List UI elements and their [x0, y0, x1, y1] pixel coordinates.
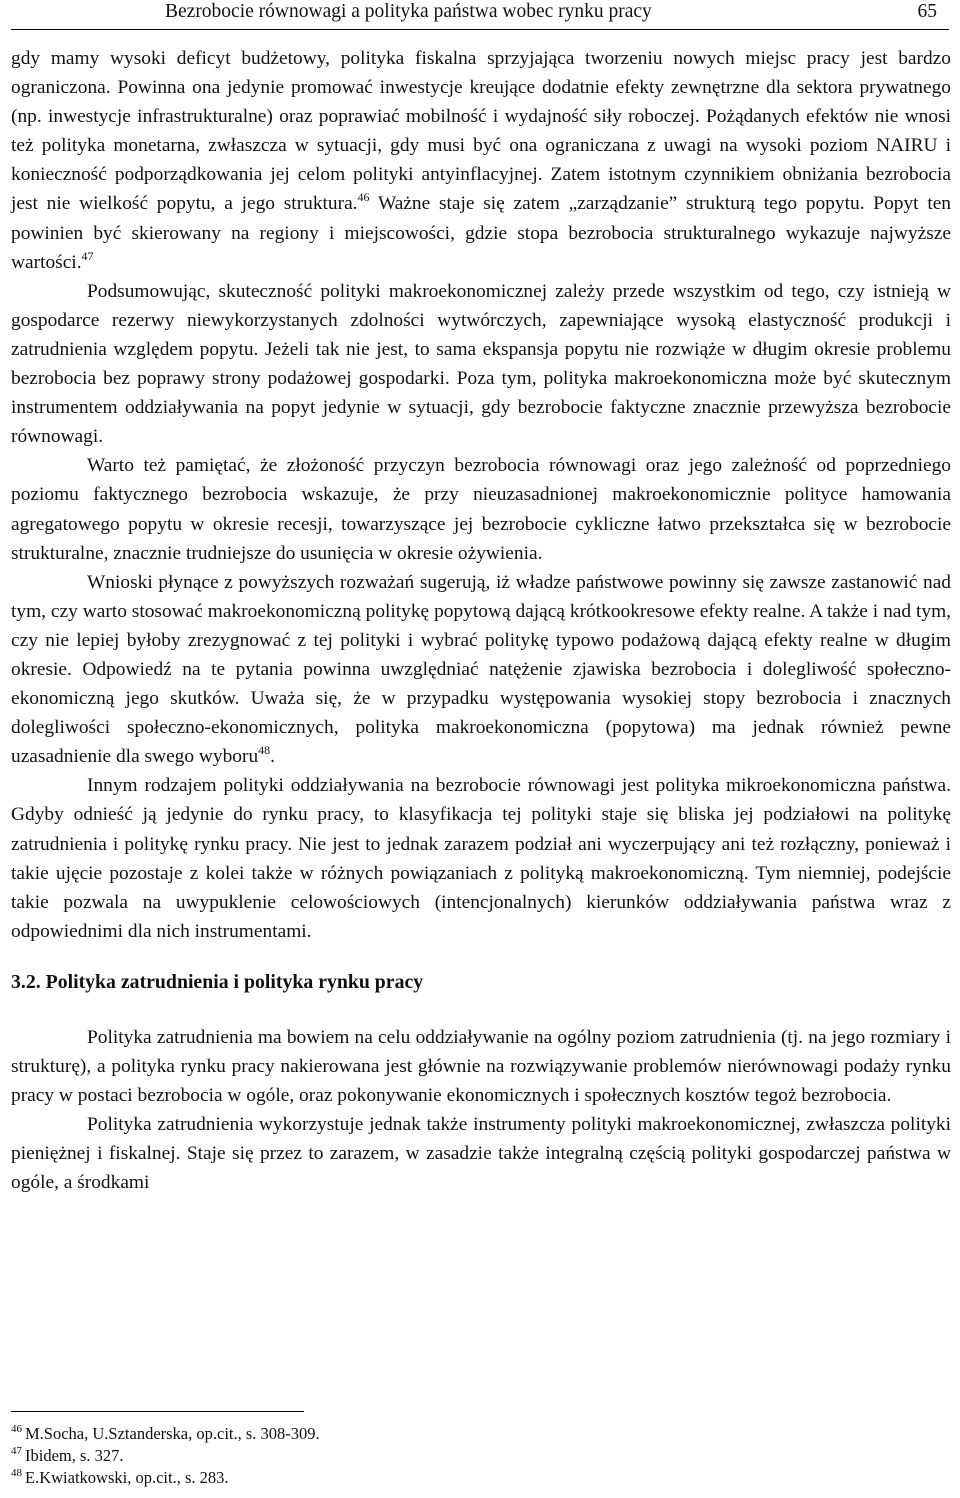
footnote-text: M.Socha, U.Sztanderska, op.cit., s. 308-309. [25, 1424, 320, 1443]
paragraph-2: Podsumowując, skuteczność polityki makroekonomicznej zależy przede wszystkim od tego, czy istnieją w gospodarce rezerwy niewykorzystanych zdolności wytwórczych, zapewniające wysoką elastyczność produkcji i zatrudnienia względem popytu. Jeżeli tak nie jest, to sama ekspansja popytu nie rozwiąże w długim okresie problemu bezrobocia bez poprawy strony podażowej gospodarki. Poza tym, polityka makroekonomiczna może być skutecznym instrumentem oddziaływania na popyt jedynie w sytuacji, gdy bezrobocie faktyczne znacznie przewyższa bezrobocie równowagi. [11, 280, 951, 448]
footnote-ref-46: 46 [357, 190, 370, 205]
footnote-number: 46 [11, 1423, 22, 1435]
paragraph-1 [11, 44, 951, 277]
paragraph-3: Warto też pamiętać, że złożoność przyczyn bezrobocia równowagi oraz jego zależność od poprzedniego poziomu faktycznego bezrobocia wskazuje, że przy nieuzasadnionej makroekonomicznie polityce hamowania agregatowego popytu w okresie recesji, towarzyszące jej bezrobocie cykliczne łatwo przekształca się w bezrobocie strukturalne, znacznie trudniejsze do usunięcia w okresie ożywienia. [11, 455, 951, 564]
page-body [11, 44, 951, 1198]
running-header [11, 0, 949, 30]
running-title: Bezrobocie równowagi a polityka państwa wobec rynku pracy [165, 1, 652, 22]
footnote-text: Ibidem, s. 327. [25, 1446, 124, 1465]
paragraph-5: Innym rodzajem polityki oddziaływania na bezrobocie równowagi jest polityka mikroekonomiczna państwa. Gdyby odnieść ją jedynie do rynku pracy, to klasyfikacja tej polityki staje się bliska jej podziałowi na politykę zatrudnienia i politykę rynku pracy. Nie jest to jednak zarazem podział ani wyczerpujący ani też rozłączny, ponieważ i takie ujęcie pozostaje z kolei także w różnych powiązaniach z polityką makroekonomiczną. Tym niemniej, podejście takie pozwala na uwypuklenie celowościowych (intencjonalnych) kierunków oddziaływania państwa wraz z odpowiednimi dla nich instrumentami. [11, 775, 951, 942]
paragraph-4-end: . [270, 746, 276, 768]
paragraph-1-part-a: gdy mamy wysoki deficyt budżetowy, polityka fiskalna sprzyjająca tworzeniu nowych miejsc pracy jest bardzo ograniczona. Powinna ona jedynie promować inwestycje kreujące dodatnie efekty zewnętrzne dla sektora prywatnego (np. inwestycje infrastrukturalne) oraz poprawiać mobilność i wydajność siły roboczej. Pożądanych efektów nie wnosi też polityka monetarna, zwłaszcza w sytuacji, gdy musi być ona ograniczana z uwagi na wysoki poziom NAIRU i konieczność podporządkowania jej celom polityki antyinflacyjnej. Zatem istotnym czynnikiem obniżania bezrobocia jest nie wielkość popytu, a jego struktura. [11, 48, 951, 215]
paragraph-4-text: Wnioski płynące z powyższych rozważań sugerują, iż władze państwowe powinny się zawsze zastanowić nad tym, czy warto stosować makroekonomiczną politykę popytową dającą krótkookresowe efekty realne. A także i nad tym, czy nie lepiej byłoby zrezygnować z tej polityki i wybrać politykę typowo podażową dającą efekty realne w długim okresie. Odpowiedź na te pytania powinna uwzględniać natężenie zjawiska bezrobocia i dolegliwość społeczno-ekonomiczną jego skutków. Uważa się, że w przypadku występowania wysokiej stopy bezrobocia i znacznych dolegliwości społeczno-ekonomicznych, polityka makroekonomiczna (popytowa) ma jednak również pewne uzasadnienie dla swego wyboru [11, 571, 951, 768]
section-heading: 3.2. Polityka zatrudnienia i polityka rynku pracy [11, 970, 424, 993]
footnote [11, 1467, 320, 1489]
page-number: 65 [917, 1, 937, 22]
footnotes [11, 1423, 320, 1489]
footnote [11, 1423, 320, 1445]
paragraph-1-part-b: Ważne staje się zatem „zarządzanie” strukturą tego popytu. Popyt ten powinien być skierowany na regiony i miejscowości, gdzie stopa bezrobocia strukturalnego wykazuje najwyższe wartości. [11, 193, 952, 273]
footnote [11, 1445, 320, 1467]
paragraph-6: Polityka zatrudnienia ma bowiem na celu oddziaływanie na ogólny poziom zatrudnienia (tj. na jego rozmiary i strukturę), a polityka rynku pracy nakierowana jest głównie na rozwiązywanie problemów nierównowagi podaży rynku pracy w postaci bezrobocia w ogóle, oraz pokonywanie ekonomicznych i społecznych kosztów tegoż bezrobocia. [11, 1027, 951, 1107]
paragraph-7: Polityka zatrudnienia wykorzystuje jednak także instrumenty polityki makroekonomicznej, zwłaszcza polityki pieniężnej i fiskalnej. Staje się przez to zarazem, w zasadzie także integralną częścią polityki gospodarczej państwa w ogóle, a środkami [11, 1114, 951, 1194]
footnote-ref-48: 48 [258, 743, 271, 758]
footnote-ref-47: 47 [81, 248, 94, 263]
paragraph-4 [11, 568, 951, 772]
footnote-separator [11, 1411, 304, 1412]
footnote-number: 47 [11, 1445, 22, 1457]
footnote-text: E.Kwiatkowski, op.cit., s. 283. [25, 1468, 229, 1487]
footnote-number: 48 [11, 1467, 22, 1479]
